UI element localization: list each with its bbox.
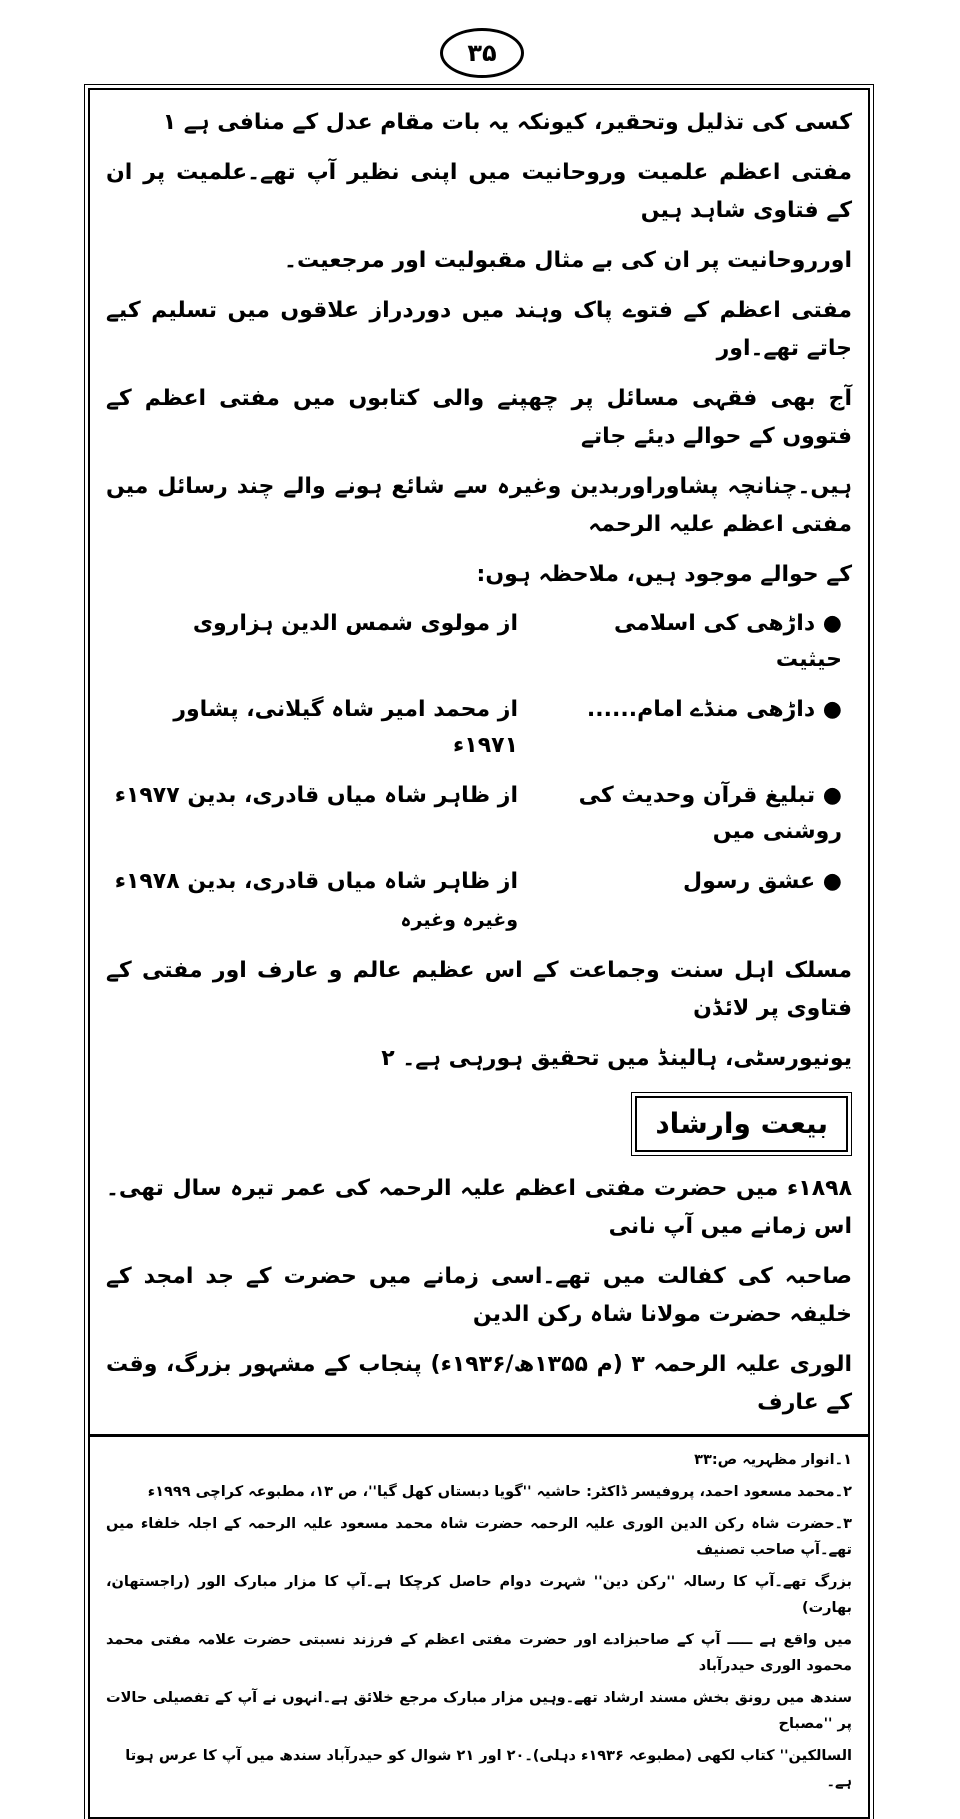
text-line: ہیں۔چنانچہ پشاوراوربدین وغیرہ سے شائع ہونے والے چند رسائل میں مفتی اعظم علیہ الرحمہ [106,474,852,537]
reference-author: از مولوی شمس الدین ہزاروی [192,611,518,636]
reference-author: از ظاہر شاہ میاں قادری، بدین ۱۹۷۸ء [114,869,518,894]
footnote: ۱۔انوار مظہریہ ص:۳۳ [694,1452,852,1468]
footnote: السالکین'' کتاب لکھی (مطبوعہ ۱۹۳۶ء دہلی)۔۲۰ اور ۲۱ شوال کو حیدرآباد سندھ میں آپ کا عرس ہوتا ہے۔ [125,1748,852,1790]
text-line: کے حوالے موجود ہیں، ملاحظہ ہوں: [476,562,852,587]
reference-title-text: داڑھی کی اسلامی حیثیت [614,611,842,672]
text-line: الوری علیہ الرحمہ ۳ (م ۱۳۵۵ھ/۱۹۳۶ء) پنجاب کے مشہور بزرگ، وقت کے عارف [106,1352,853,1415]
text-line: ۱۸۹۸ء میں حضرت مفتی اعظم علیہ الرحمہ کی عمر تیرہ سال تھی۔اس زمانے میں آپ نانی [106,1176,852,1239]
reference-title: ● تبلیغ قرآن وحدیث کی روشنی میں [578,783,842,844]
reference-author: از محمد امیر شاہ گیلانی، پشاور ۱۹۷۱ء [173,697,518,758]
footnote-separator [90,1434,868,1437]
references-etc: وغیرہ وغیرہ [400,909,518,931]
page-frame [88,88,870,1819]
reference-title: ● عشق رسول [683,869,842,894]
text-line: اورروحانیت پر ان کی بے مثال مقبولیت اور مرجعیت۔ [284,248,852,273]
reference-title-text: تبلیغ قرآن وحدیث کی روشنی میں [578,783,842,844]
reference-list [106,606,852,938]
footnote: ۳۔حضرت شاہ رکن الدین الوری علیہ الرحمہ حضرت شاہ محمد مسعود علیہ الرحمہ کے اجلہ خلفاء میں تھے۔آپ صاحب تصنیف [106,1516,852,1558]
reference-title: ● داڑھی کی اسلامی حیثیت [614,611,842,672]
footnote: سندھ میں رونق بخش مسند ارشاد تھے۔وہیں مزار مبارک مرجع خلائق ہے۔انہوں نے آپ کے تفصیلی حالات پر ''مصباح [106,1690,852,1732]
text-line: مسلک اہل سنت وجماعت کے اس عظیم عالم و عارف اور مفتی کے فتاوی پر لائڈن [106,958,852,1021]
text-line: صاحبہ کی کفالت میں تھے۔اسی زمانے میں حضرت کے جد امجد کے خلیفہ حضرت مولانا شاہ رکن الدین [106,1264,852,1327]
reference-title-text: داڑھی منڈے امام...... [586,697,816,722]
text-line: کسی کی تذلیل وتحقیر، کیونکہ یہ بات مقام عدل کے منافی ہے ۱ [162,110,852,135]
footnote: ۲۔محمد مسعود احمد، پروفیسر ڈاکٹر: حاشیہ ''گویا دبستاں کھل گیا''، ص ۱۳، مطبوعہ کراچی ۱۹۹۹ء [147,1484,852,1500]
reference-author: از ظاہر شاہ میاں قادری، بدین ۱۹۷۷ء [114,783,518,808]
section-heading: بیعت وارشاد [635,1096,848,1152]
text-line: یونیورسٹی، ہالینڈ میں تحقیق ہورہی ہے۔ ۲ [381,1046,852,1071]
reference-title-text: عشق رسول [683,869,816,894]
reference-title: ● داڑھی منڈے امام...... [586,697,842,722]
page-number: ۳۵ [440,28,524,78]
text-line: آج بھی فقہی مسائل پر چھپنے والی کتابوں میں مفتی اعظم کے فتووں کے حوالے دیئے جاتے [106,386,852,449]
footnote: بزرگ تھے۔آپ کا رسالہ ''رکن دین'' شہرت دوام حاصل کرچکا ہے۔آپ کا مزار مبارک الور (راجستھان، بھارت) [106,1574,852,1616]
footnote: میں واقع ہے ـــــ آپ کے صاحبزادے اور حضرت مفتی اعظم کے فرزند نسبتی حضرت علامہ مفتی محمد محمود الوری حیدرآباد [106,1632,852,1674]
text-line: مفتی اعظم کے فتوے پاک وہند میں دوردراز علاقوں میں تسلیم کیے جاتے تھے۔اور [106,298,852,361]
text-line: مفتی اعظم علمیت وروحانیت میں اپنی نظیر آپ تھے۔علمیت پر ان کے فتاوی شاہد ہیں [106,160,852,223]
